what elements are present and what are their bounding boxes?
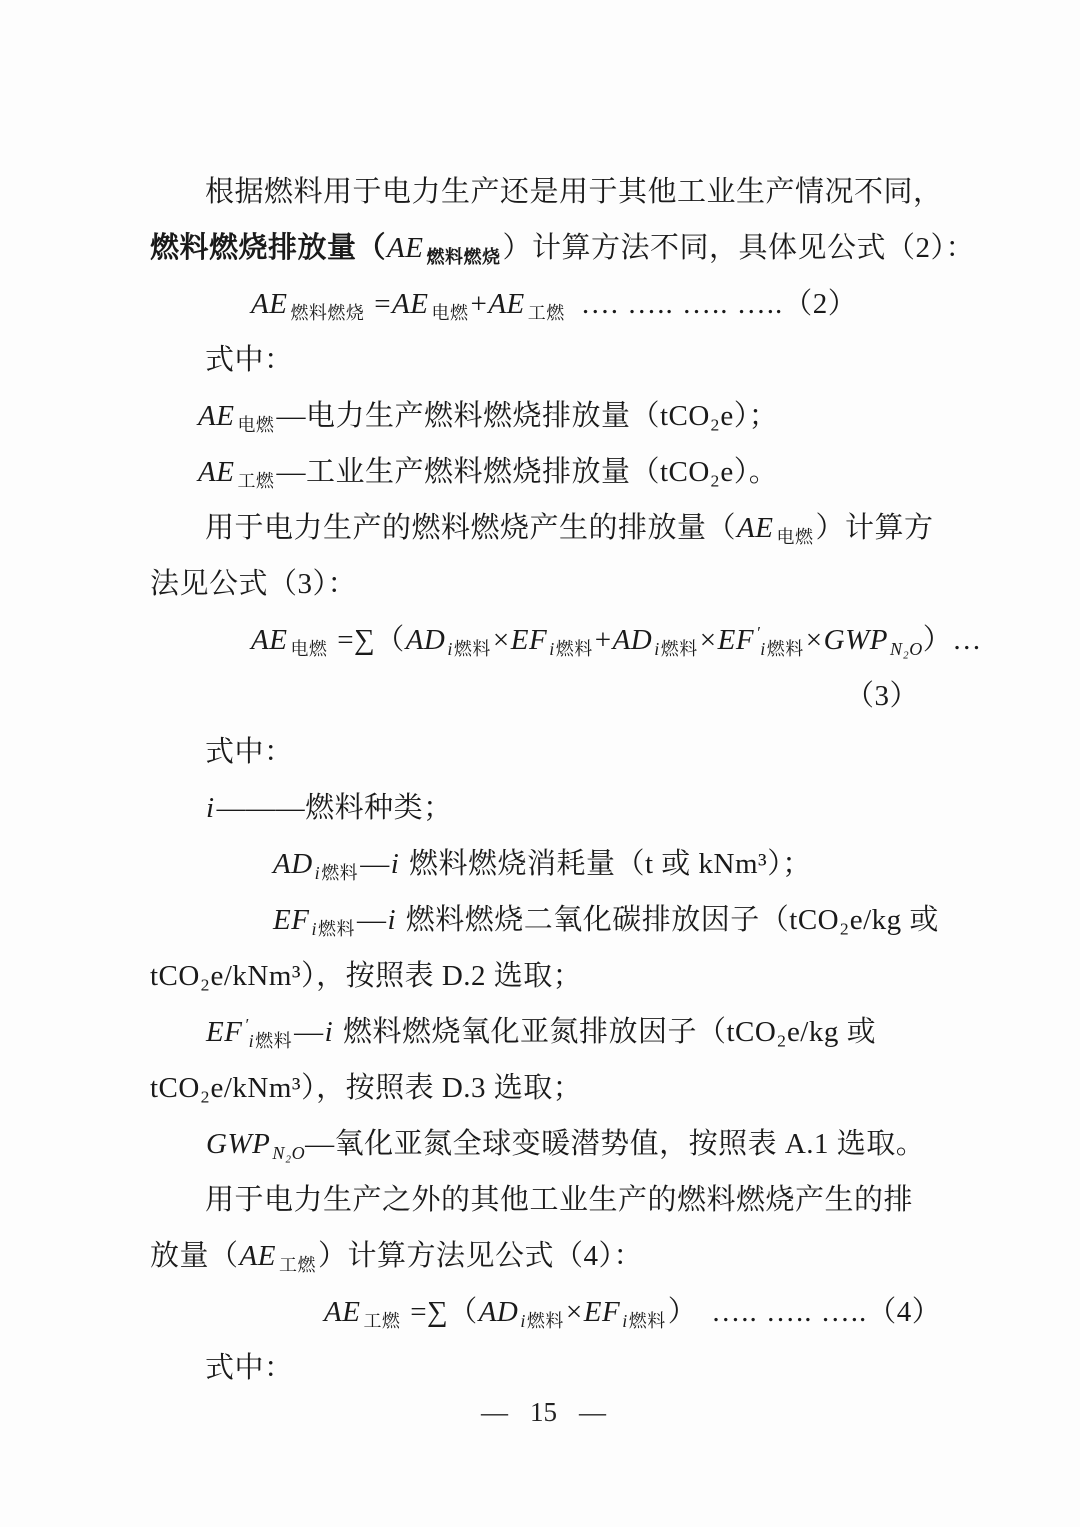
text-run: GWP [206,1128,271,1160]
text-run: （4） [867,1296,942,1328]
text-run: 电燃 [237,415,275,435]
text-run: 燃料燃烧 [290,303,365,323]
definition-i [150,780,937,836]
text-run: AE [198,400,235,432]
text-run: EF [273,904,310,936]
paragraph2-line1 [150,500,937,556]
text-run: + [470,288,488,320]
text-run: AE [251,288,288,320]
text-run: ）… [922,624,982,656]
definition-ef-prime-line1 [150,1004,937,1060]
paragraph1-line2 [150,220,975,276]
paragraph3-line1: 用于电力生产之外的其他工业生产的燃料燃烧产生的排 [205,1184,914,1216]
text-run: = [366,288,392,320]
where-label-3: 式中： [205,1352,294,1384]
page-number: 15 [530,1397,557,1427]
definition-ef-line1 [150,892,937,948]
text-run: 工燃 [527,303,565,323]
text-run: ′ [756,623,761,642]
text-run: ———燃料种类； [216,792,453,824]
text-run: —电力生产燃料燃烧排放量（tCO₂e）； [276,400,779,432]
page-body [150,164,982,1396]
text-run: 燃料 [453,639,491,659]
text-run: N₂O [272,1143,306,1163]
text-run: 燃料燃烧排放量（ [150,232,387,264]
text-run: 工燃 [237,471,275,491]
text-run: GWP [823,624,888,656]
text-run: EF [510,624,548,656]
text-run: i [622,1311,628,1331]
text-run: AE [324,1296,361,1328]
text-run: i [520,1311,526,1331]
formula-2 [150,276,937,332]
text-run: AE [251,624,288,656]
paragraph3-line2 [150,1228,937,1284]
paragraph2-line2: 法见公式（3）： [150,568,358,600]
text-run: 电燃 [776,527,814,547]
text-run: i [390,848,400,880]
text-run: AD [478,1296,519,1328]
text-run: 燃料 [766,639,804,659]
text-run: — [356,904,387,936]
where-label-2: 式中： [205,736,294,768]
text-run: i [549,639,555,659]
text-run: — [294,1016,324,1048]
text-run: ….. ….. ….. [711,1296,868,1328]
definition-ae-dianran [150,388,937,444]
text-run: i [314,863,321,883]
text-run: i [447,639,453,659]
text-run: AD [273,848,313,880]
text-run: AE [239,1240,276,1272]
text-run: …. ….. ….. ….. [580,288,784,320]
text-run: ） [667,1296,698,1328]
text-run: N₂O [889,639,923,659]
formula-3 [150,612,982,668]
text-run: 放量（ [150,1240,239,1272]
text-run: ）计算方 [815,512,934,544]
definition-gwp [150,1116,937,1172]
where-label-1: 式中： [205,344,294,376]
text-run: i [760,639,766,659]
text-run: × [565,1296,583,1328]
text-run: ）计算方法不同，具体见公式（2）： [502,232,975,264]
text-run: 工燃 [278,1255,316,1275]
text-run: × [805,624,823,656]
text-run: 燃料 [321,863,359,883]
text-run: AE [198,456,235,488]
text-run: AE [737,512,774,544]
text-run: 用于电力生产的燃料燃烧产生的排放量（ [205,512,737,544]
text-run: 燃料 [526,1311,564,1331]
text-run: i [206,792,215,824]
text-run: 燃料 [628,1311,666,1331]
text-run: i [248,1031,255,1051]
text-run: + [594,624,612,656]
text-run: i [654,639,660,659]
text-run: 燃料 [255,1031,293,1051]
footer-dash-left: — [481,1397,508,1427]
text-run: 电燃 [431,303,469,323]
text-run: —工业生产燃料燃烧排放量（tCO₂e）。 [276,456,779,488]
text-run: AE [392,288,429,320]
definition-ae-gongran [150,444,937,500]
text-run: 燃料燃烧氧化亚氮排放因子（tCO₂e/kg 或 [335,1016,877,1048]
text-run: i [324,1016,334,1048]
text-run: 工燃 [363,1311,401,1331]
text-run: =∑（ [329,624,405,656]
definition-ef-line2: tCO₂e/kNm³），按照表 D.2 选取； [150,960,583,992]
footer-dash-right: — [579,1397,606,1427]
definition-ad [150,836,937,892]
text-run: 燃料燃烧二氧化碳排放因子（tCO₂e/kg 或 [398,904,939,936]
text-run: 燃料燃烧 [426,247,501,267]
text-run: AE [387,232,424,264]
text-run: 电燃 [290,639,328,659]
text-run: EF [206,1016,243,1048]
text-run: AE [488,288,525,320]
text-run: 燃料 [555,639,593,659]
text-run: EF [583,1296,621,1328]
definition-ef-prime-line2: tCO₂e/kNm³），按照表 D.3 选取； [150,1072,583,1104]
text-run: i [387,904,397,936]
text-run: AD [405,624,446,656]
text-run: =∑（ [402,1296,478,1328]
text-run: ′ [244,1015,249,1034]
text-run: 燃料燃烧消耗量（t 或 kNm³）； [401,848,812,880]
text-run: 燃料 [317,919,355,939]
text-run: —氧化亚氮全球变暖潜势值，按照表 A.1 选取。 [305,1128,926,1160]
text-run: （2） [783,288,858,320]
text-run: 燃料 [660,639,698,659]
text-run: × [699,624,717,656]
paragraph1-line1: 根据燃料用于电力生产还是用于其他工业生产情况不同， [205,176,943,208]
text-run: — [360,848,390,880]
formula-3-number: （3） [844,680,919,712]
formula-4 [150,1284,942,1340]
text-run: ）计算方法见公式（4）： [317,1240,643,1272]
text-run: × [492,624,510,656]
text-run: i [311,919,317,939]
text-run: EF [717,624,755,656]
page-footer [150,1392,937,1432]
text-run: AD [612,624,653,656]
